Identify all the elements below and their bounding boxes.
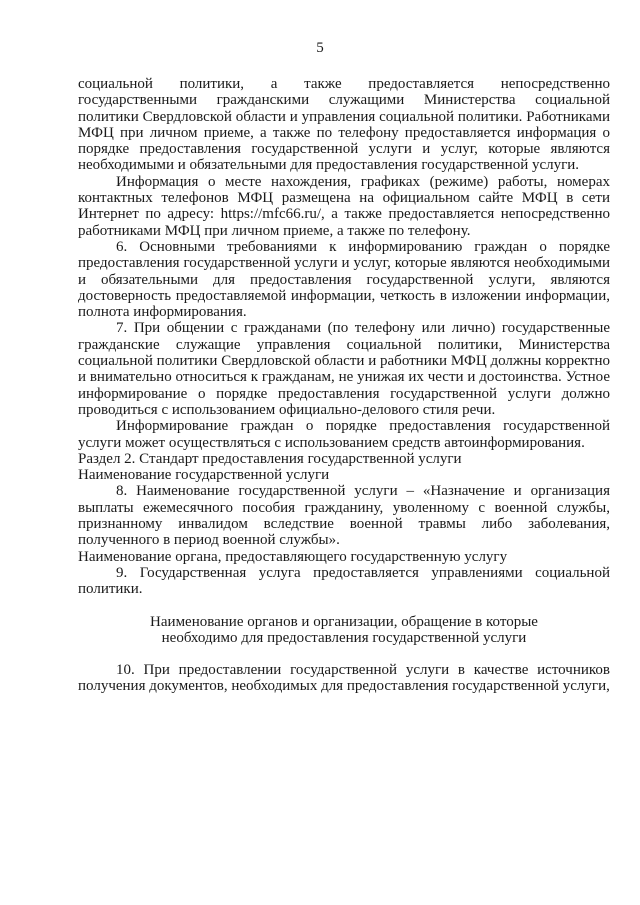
subheading-providing-body: Наименование органа, предоставляющего государственную услугу	[78, 548, 508, 565]
paragraph-9: 9. Государственная услуга предоставляется управлениями социальной политики.	[78, 564, 610, 598]
subheading-service-name: Наименование государственной услуги	[78, 467, 330, 484]
paragraph-10: 10. При предоставлении государственной услуги в качестве источников получения документов, необходимых для предоставления государственной услуги,	[78, 662, 610, 695]
subheading-organizations	[78, 614, 610, 647]
subheading-organizations-line-2: необходимо для предоставления государственной услуги	[161, 629, 527, 646]
section-heading: Раздел 2. Стандарт предоставления государственной услуги	[78, 450, 462, 467]
document-body	[78, 76, 610, 695]
paragraph-autoinform: Информирование граждан о порядке предоставления государственной услуги может осуществляться с использованием средств автоинформирования.	[78, 418, 610, 451]
paragraph-mfc-info: Информация о месте нахождения, графиках (режиме) работы, номерах контактных телефонов МФЦ размещена на официальном сайте МФЦ в сети Интернет по адресу: https://mfc66.ru/, а также предоставляется непосредственно работниками МФЦ при личном приеме, а также по телефону.	[78, 173, 610, 239]
subheading-organizations-line-1: Наименование органов и организации, обращение в которые	[150, 613, 538, 630]
paragraph-6: 6. Основными требованиями к информированию граждан о порядке предоставления государственной услуги и услуг, которые являются необходимыми и обязательными для предоставления государственной услуги, являются достоверность предоставляемой информации, четкость в изложении информации, полнота информирования.	[78, 238, 610, 321]
paragraph-7: 7. При общении с гражданами (по телефону или лично) государственные гражданские служащие управления социальной политики, Министерства социальной политики Свердловской области и работники МФЦ должны корректно и внимательно относиться к гражданам, не унижая их чести и достоинства. Устное информирование о порядке предоставления государственной услуги должно проводиться с использованием официально-делового стиля речи.	[78, 320, 610, 418]
paragraph-continuation: социальной политики, а также предоставляется непосредственно государственными гражданскими служащими Министерства социальной политики Свердловской области и управления социальной политики. Работниками МФЦ при личном приеме, а также по телефону предоставляется информация о порядке предоставления государственной услуги и услуг, которые являются необходимыми и обязательными для предоставления государственной услуги.	[78, 76, 610, 174]
paragraph-8: 8. Наименование государственной услуги – «Назначение и организация выплаты ежемесячного пособия гражданину, уволенному с военной службы, признанному инвалидом вследствие военной травмы либо заболевания, полученного в период военной службы».	[78, 483, 610, 549]
page-number: 5	[316, 40, 324, 56]
